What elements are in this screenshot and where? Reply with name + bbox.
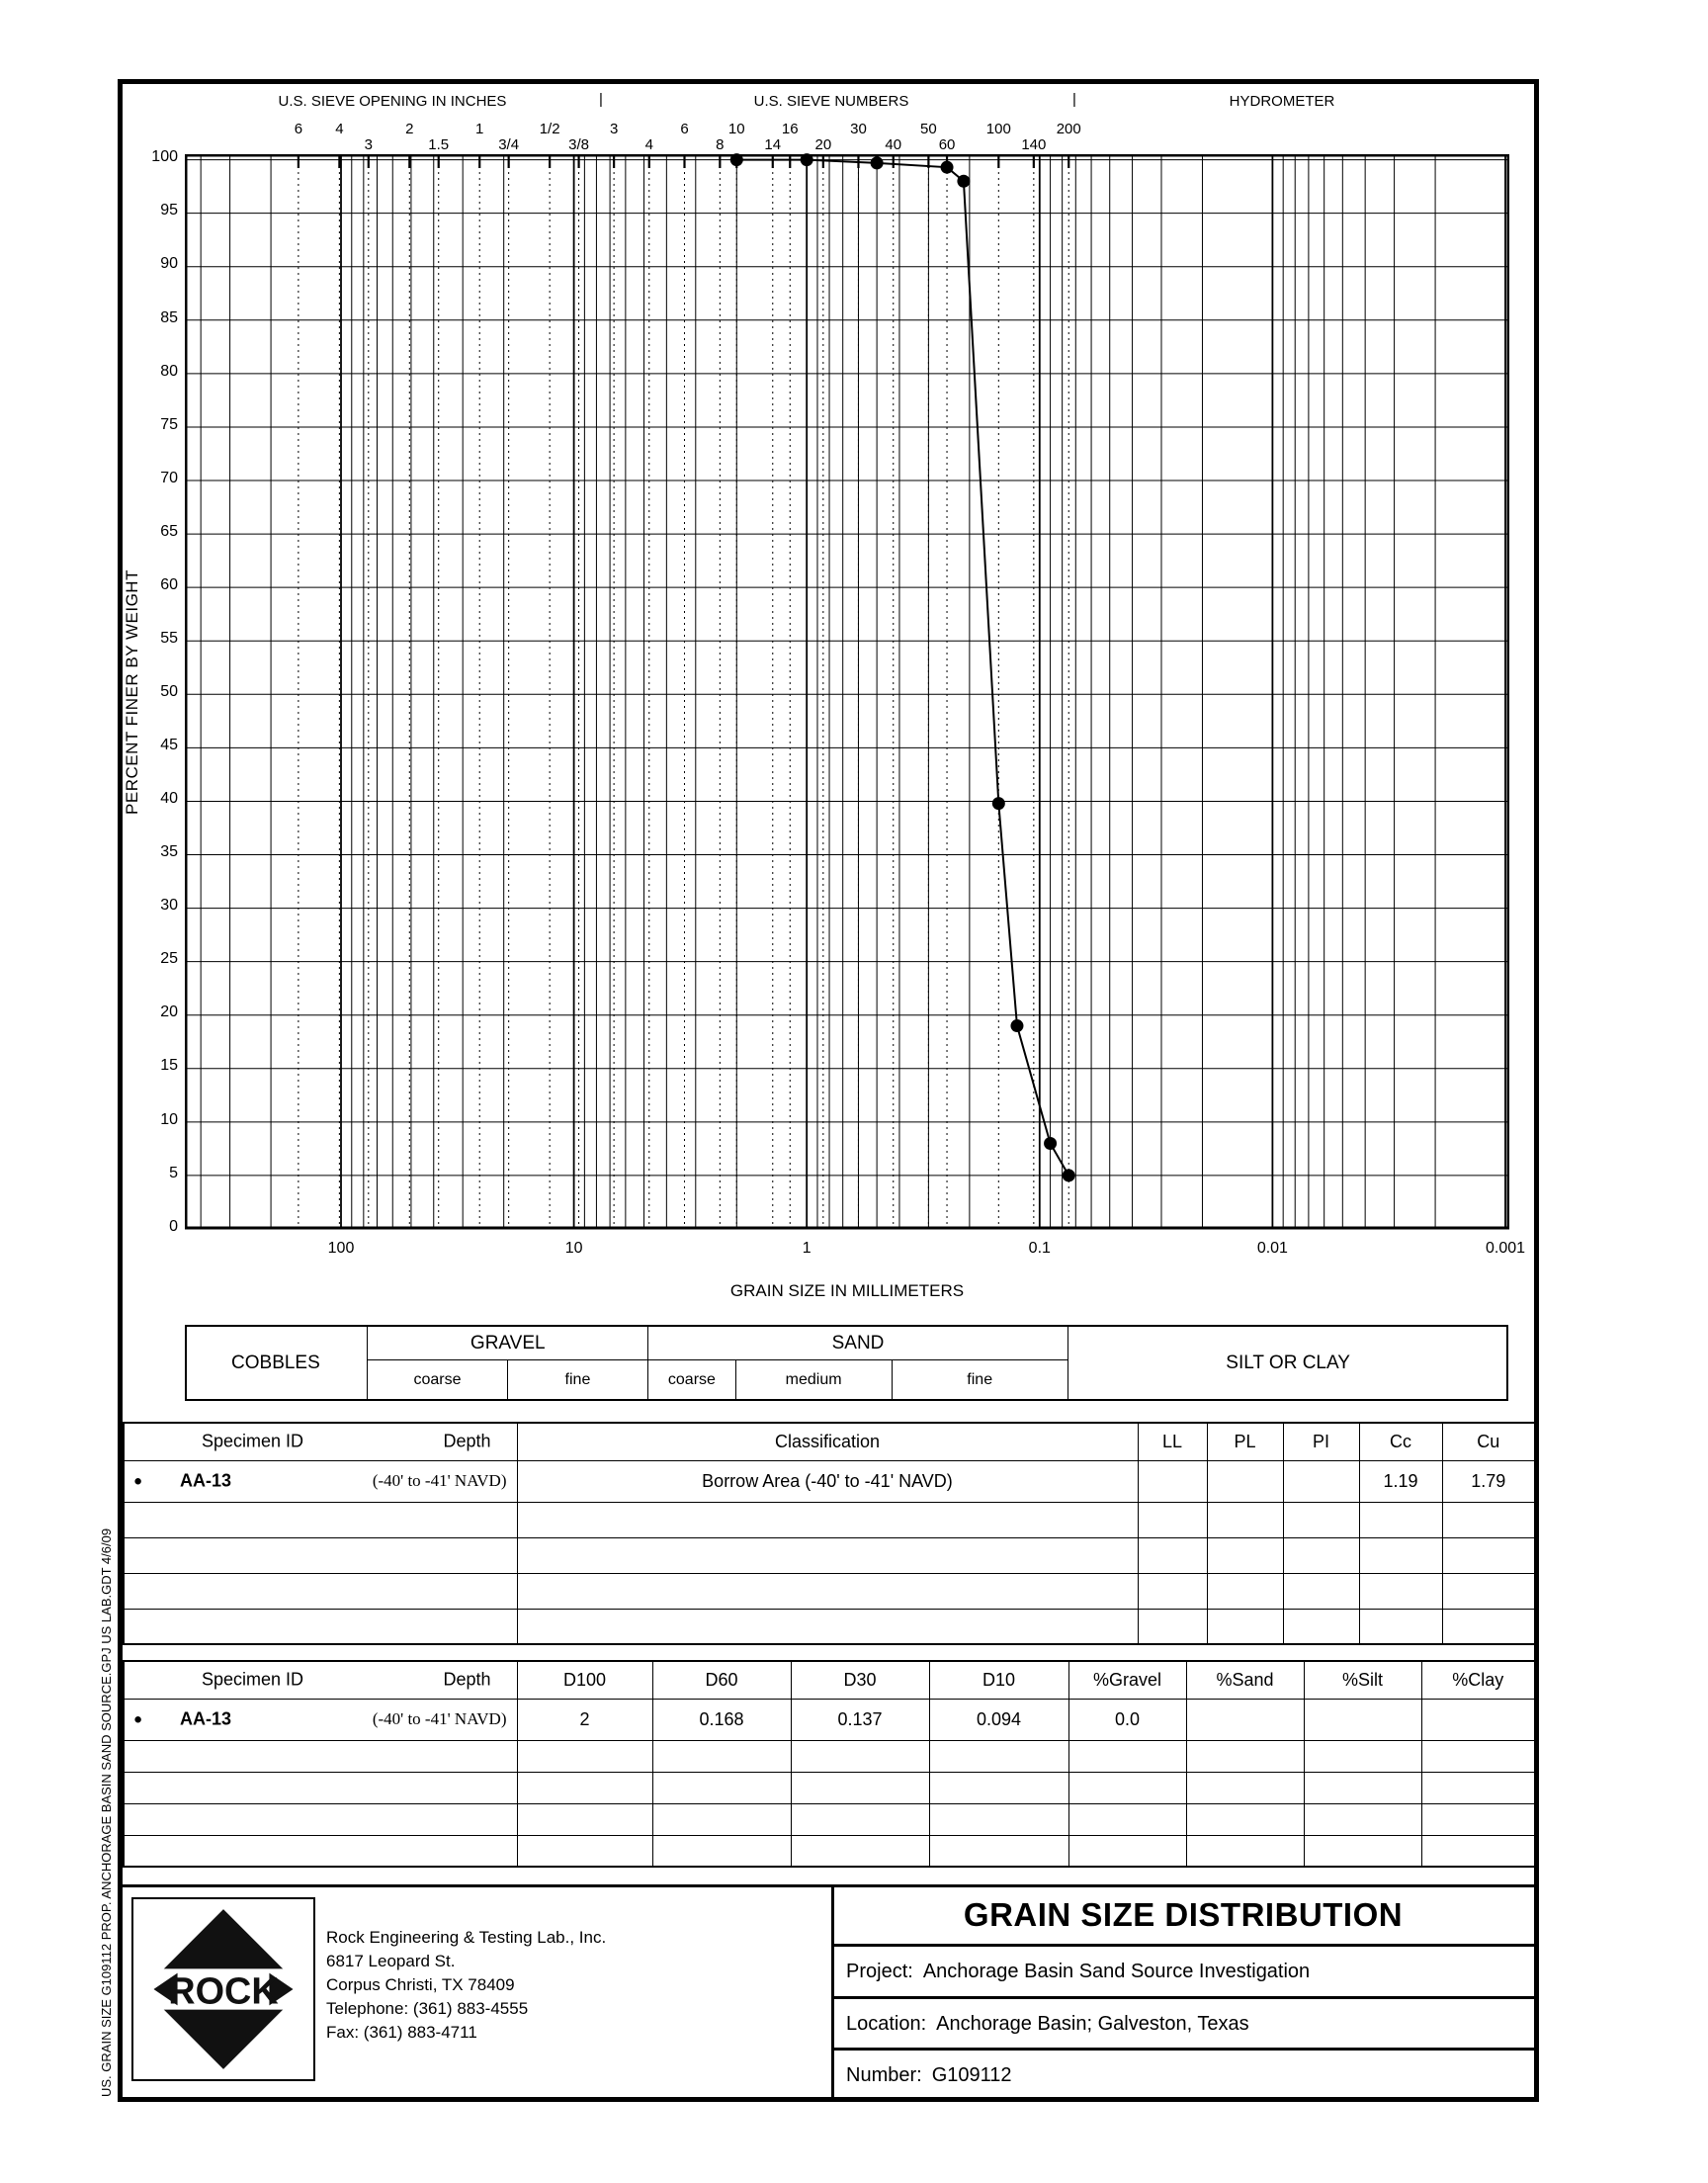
sieve-size-label: 50: [920, 121, 937, 137]
sieve-size-label: 1.5: [428, 136, 450, 153]
sieve-size-label: 16: [781, 121, 799, 137]
sieve-size-label: 20: [814, 136, 832, 153]
section-separator: |: [599, 91, 603, 108]
d100-value: 2: [517, 1699, 652, 1740]
y-axis-tick-label: 10: [160, 1110, 178, 1128]
sieve-size-label: 40: [885, 136, 902, 153]
sieve-size-label: 3: [364, 136, 373, 153]
table-row-empty: [124, 1803, 1535, 1835]
number-value: G109112: [931, 2063, 1012, 2086]
header-depth: Depth: [443, 1669, 491, 1690]
y-axis-tick-label: 15: [160, 1057, 178, 1075]
pct-gravel-value: 0.0: [1068, 1699, 1186, 1740]
header-cu: Cu: [1442, 1423, 1535, 1460]
header-specimen-id: Specimen ID: [202, 1669, 304, 1690]
band-silt-or-clay: [1068, 1327, 1508, 1399]
header-pct-clay: %Clay: [1421, 1661, 1535, 1699]
x-axis-tick-label: 100: [327, 1240, 355, 1257]
pi-value: [1283, 1460, 1359, 1502]
y-axis-tick-label: 45: [160, 737, 178, 754]
sieve-size-label: 30: [850, 121, 867, 137]
y-axis-tick-label: 35: [160, 843, 178, 861]
x-axis-tick-label: 0.1: [1028, 1240, 1051, 1257]
series-marker-bullet: ●: [133, 1472, 143, 1490]
classification-table: [123, 1422, 1536, 1645]
band-sub-label: coarse: [368, 1360, 507, 1399]
y-axis-tick-label: 85: [160, 308, 178, 326]
y-axis-tick-label: 75: [160, 415, 178, 433]
sieve-size-label: 1/2: [539, 121, 560, 137]
band-sand: [648, 1327, 1068, 1399]
sieve-size-label: 3: [609, 121, 619, 137]
y-axis-tick-label: 60: [160, 575, 178, 593]
y-axis-tick-label: 90: [160, 255, 178, 273]
band-label: SAND: [648, 1327, 1067, 1360]
band-sub-label: medium: [736, 1360, 893, 1399]
header-d30: D30: [791, 1661, 929, 1699]
grain-size-bands: [185, 1325, 1508, 1401]
x-axis-tick-label: 0.001: [1485, 1240, 1526, 1257]
company-name: Rock Engineering & Testing Lab., Inc.: [326, 1928, 607, 1947]
company-address-line1: 6817 Leopard St.: [326, 1952, 456, 1970]
section-separator: |: [1072, 91, 1076, 108]
data-point: [1010, 1019, 1023, 1032]
specimen-id-value: AA-13: [180, 1708, 232, 1729]
y-axis-tick-label: 80: [160, 362, 178, 380]
data-point: [1044, 1137, 1057, 1150]
company-address-line2: Corpus Christi, TX 78409: [326, 1975, 515, 1994]
y-axis-tick-label: 100: [151, 148, 178, 166]
sidebar-filename-text: US. GRAIN SIZE G109112 PROP. ANCHORAGE BASIN SAND SOURCE.GPJ US LAB.GDT 4/6/09: [99, 1528, 114, 2097]
band-sub-label: coarse: [648, 1360, 735, 1399]
sieve-size-label: 10: [727, 121, 745, 137]
header-pi: PI: [1283, 1423, 1359, 1460]
axis-section-numbers-label: U.S. SIEVE NUMBERS: [753, 93, 909, 110]
header-pct-sand: %Sand: [1186, 1661, 1304, 1699]
band-label: COBBLES: [231, 1352, 320, 1373]
band-sub-label: fine: [967, 1370, 993, 1388]
pct-sand-value: [1186, 1699, 1304, 1740]
sieve-size-label: 3/4: [498, 136, 520, 153]
band-label: GRAVEL: [368, 1327, 647, 1360]
project-value: Anchorage Basin Sand Source Investigation: [922, 1960, 1311, 1982]
header-d10: D10: [929, 1661, 1068, 1699]
sieve-size-label: 4: [335, 121, 344, 137]
band-sub-label: fine: [564, 1370, 591, 1388]
y-axis-tick-label: 5: [169, 1164, 178, 1181]
header-d60: D60: [652, 1661, 791, 1699]
d10-value: 0.094: [929, 1699, 1068, 1740]
data-point: [992, 797, 1005, 810]
data-point: [730, 153, 743, 166]
sieve-size-label: 2: [405, 121, 414, 137]
header-specimen-id: Specimen ID: [202, 1431, 304, 1451]
company-info: [326, 1926, 606, 2045]
table-row-empty: [124, 1609, 1535, 1644]
band-cobbles: [185, 1327, 369, 1399]
header-pl: PL: [1207, 1423, 1283, 1460]
header-classification: Classification: [517, 1423, 1138, 1460]
pl-value: [1207, 1460, 1283, 1502]
y-axis-tick-label: 25: [160, 950, 178, 968]
data-point: [941, 161, 954, 174]
header-d100: D100: [517, 1661, 652, 1699]
header-pct-gravel: %Gravel: [1068, 1661, 1186, 1699]
ll-value: [1138, 1460, 1207, 1502]
location-label: Location:: [846, 2012, 927, 2035]
data-point: [957, 175, 970, 188]
y-axis-tick-label: 40: [160, 790, 178, 808]
y-axis-title: PERCENT FINER BY WEIGHT: [123, 569, 141, 815]
sieve-size-label: 8: [716, 136, 725, 153]
logo-text: ROCK: [168, 1970, 279, 2013]
gradation-table: [123, 1660, 1536, 1868]
project-label: Project:: [846, 1960, 913, 1982]
location-value: Anchorage Basin; Galveston, Texas: [936, 2012, 1249, 2035]
table-row-empty: [124, 1502, 1535, 1537]
x-axis-title: GRAIN SIZE IN MILLIMETERS: [729, 1281, 965, 1300]
sieve-size-label: 6: [680, 121, 689, 137]
sieve-size-label: 140: [1021, 136, 1047, 153]
table-row: [124, 1699, 1535, 1740]
sieve-size-label: 200: [1056, 121, 1081, 137]
depth-value: (-40' to -41' NAVD): [372, 1709, 507, 1728]
table-row-empty: [124, 1772, 1535, 1803]
d60-value: 0.168: [652, 1699, 791, 1740]
x-axis-tick-label: 10: [564, 1240, 583, 1257]
sieve-size-label: 100: [985, 121, 1011, 137]
y-axis-tick-label: 50: [160, 683, 178, 700]
band-gravel: [368, 1327, 648, 1399]
y-axis-tick-label: 95: [160, 202, 178, 219]
header-pct-silt: %Silt: [1304, 1661, 1421, 1699]
company-fax: Fax: (361) 883-4711: [326, 2023, 477, 2042]
sieve-size-label: 3/8: [568, 136, 589, 153]
data-point: [871, 156, 884, 169]
rock-logo-icon: [138, 1904, 308, 2074]
header-cc: Cc: [1359, 1423, 1442, 1460]
cu-value: 1.79: [1442, 1460, 1535, 1502]
axis-section-inches-label: U.S. SIEVE OPENING IN INCHES: [278, 93, 507, 110]
data-point: [801, 153, 813, 166]
header-depth: Depth: [443, 1431, 491, 1451]
report-title: GRAIN SIZE DISTRIBUTION: [963, 1896, 1404, 1933]
location-line: [832, 1998, 1534, 2050]
table-row-empty: [124, 1537, 1535, 1573]
y-axis-tick-label: 65: [160, 522, 178, 540]
y-axis-tick-label: 20: [160, 1004, 178, 1021]
series-marker-bullet: ●: [133, 1710, 143, 1728]
y-axis-tick-label: 30: [160, 897, 178, 915]
sieve-size-label: 4: [644, 136, 653, 153]
x-axis-tick-label: 1: [802, 1240, 811, 1257]
pct-silt-value: [1304, 1699, 1421, 1740]
band-label: SILT OR CLAY: [1226, 1352, 1350, 1373]
table-row-empty: [124, 1835, 1535, 1867]
depth-value: (-40' to -41' NAVD): [372, 1471, 507, 1490]
table-row-empty: [124, 1573, 1535, 1609]
grain-size-distribution-plot: [185, 154, 1509, 1229]
classification-value: Borrow Area (-40' to -41' NAVD): [517, 1460, 1138, 1502]
header-ll: LL: [1138, 1423, 1207, 1460]
pct-clay-value: [1421, 1699, 1535, 1740]
sieve-size-label: 14: [764, 136, 782, 153]
x-axis-tick-label: 0.01: [1256, 1240, 1288, 1257]
y-axis-tick-label: 70: [160, 469, 178, 486]
y-axis-tick-label: 0: [169, 1217, 178, 1235]
d30-value: 0.137: [791, 1699, 929, 1740]
company-telephone: Telephone: (361) 883-4555: [326, 1999, 529, 2018]
sieve-size-label: 60: [938, 136, 956, 153]
project-line: [832, 1946, 1534, 1997]
table-row-empty: [124, 1740, 1535, 1772]
table-row: [124, 1460, 1535, 1502]
cc-value: 1.19: [1359, 1460, 1442, 1502]
sieve-size-label: 1: [475, 121, 484, 137]
specimen-id-value: AA-13: [180, 1470, 232, 1491]
company-logo: [131, 1897, 315, 2081]
y-axis-tick-label: 55: [160, 629, 178, 647]
data-point: [1063, 1169, 1075, 1181]
number-label: Number:: [846, 2063, 922, 2086]
number-line: [832, 2050, 1534, 2101]
axis-section-hydrometer-label: HYDROMETER: [1229, 93, 1335, 110]
sieve-size-label: 6: [294, 121, 303, 137]
